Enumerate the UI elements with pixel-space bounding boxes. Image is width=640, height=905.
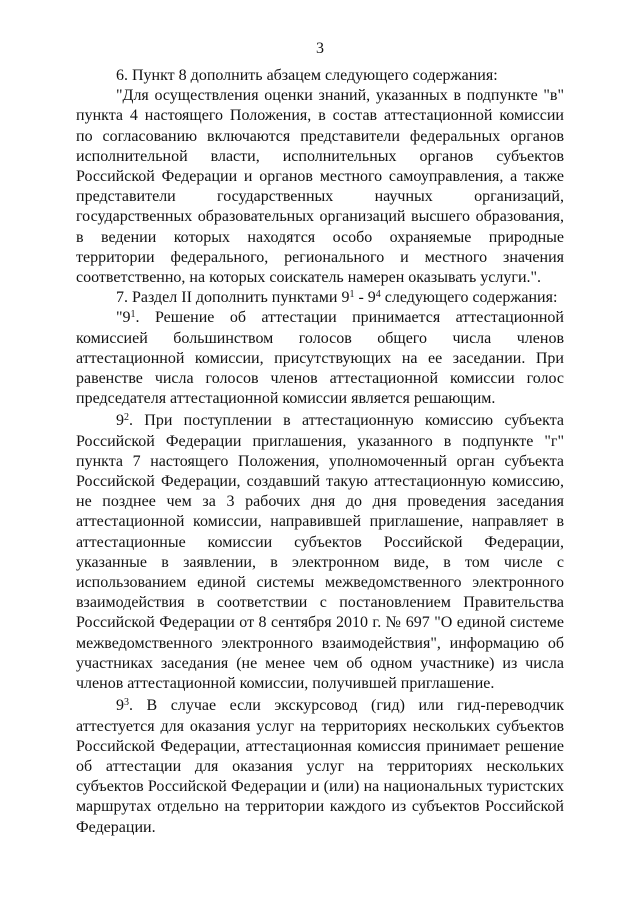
page-number: 3: [316, 40, 324, 57]
paragraph-item-7: 7. Раздел II дополнить пунктами $9^1 - 9^4$ следующего содержания:: [116, 289, 558, 307]
paragraph-9-3: $9^3$. В случае если экскурсовод (гид) или гид-переводчик аттестуется для оказания услуг на территориях нескольких субъектов Российской Федерации, аттестационная комиссия принимает решение об аттестации для оказания услуг на территориях нескольких субъектов Российской Федерации и (или) на национальных туристских маршрутах отдельно на территории каждого из субъектов Российской Федерации.: [76, 697, 564, 836]
document-body: [76, 66, 564, 838]
paragraph-quote-assessment-commission: "Для осуществления оценки знаний, указанных в подпункте "в" пункта 4 настоящего Положения, в состав аттестационной комиссии по согласованию включаются представители федеральных органов исполнительной власти, исполнительных органов субъектов Российской Федерации и органов местного самоуправления, а также представители государственных научных организаций, государственных образовательных организаций высшего образования, в ведении которых находятся особо охраняемые природные территории федерального, регионального и местного значения соответственно, на которых соискатель намерен оказывать услуги.".: [76, 87, 564, 287]
paragraph-item-6: 6. Пункт 8 дополнить абзацем следующего содержания:: [116, 67, 498, 84]
paragraph-9-2: $9^2$. При поступлении в аттестационную комиссию субъекта Российской Федерации приглашения, указанного в подпункте "г" пункта 7 настоящего Положения, уполномоченный орган субъекта Российской Федерации, создавший такую аттестационную комиссию, не позднее чем за 3 рабочих дня до дня проведения заседания аттестационной комиссии, направившей приглашение, направляет в аттестационные комиссии субъектов Российской Федерации, указанные в заявлении, в электронном виде, в том числе с использованием единой системы межведомственного электронного взаимодействия в соответствии с постановлением Правительства Российской Федерации от 8 сентября 2010 г. № 697 "О единой системе межведомственного электронного взаимодействия", информацию об участниках заседания (не менее чем об одном участнике) из числа членов аттестационной комиссии, получившей приглашение.: [76, 412, 564, 693]
paragraph-9-1: "$9^1$. Решение об аттестации принимается аттестационной комиссией большинством голосов общего числа членов аттестационной комиссии, присутствующих на ее заседании. При равенстве числа голосов членов аттестационной комиссии голос председателя аттестационной комиссии является решающим.: [76, 309, 564, 408]
